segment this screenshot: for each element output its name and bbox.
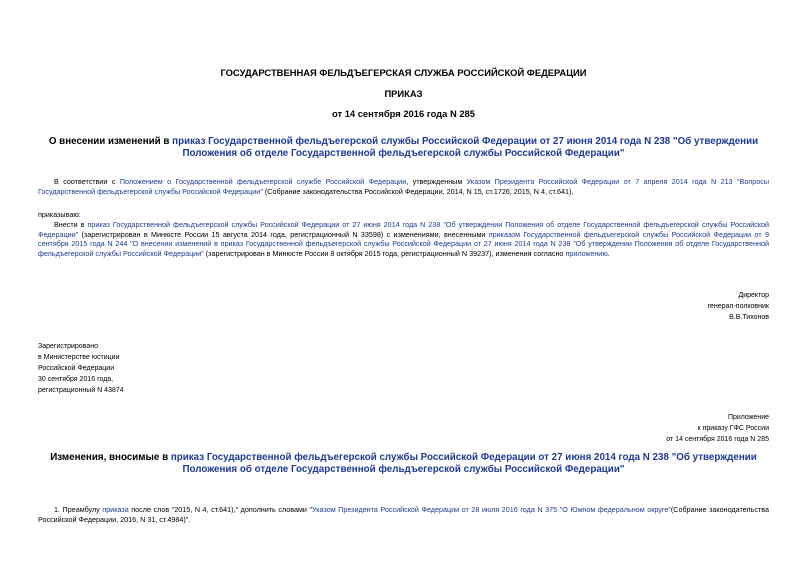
- clause-text: (зарегистрирован в Минюсте России 15 августа 2014 года, регистрационный N 33598) с изменениями, внесенными: [78, 229, 489, 239]
- order-244-link[interactable]: приказом Государственной фельдъегерской службы Российской Федерации от 9 сентября 2015 года N 244 "О внесении изменений в приказ Государственной фельдъегерской службы Российской Федерации от 27 июня 2014 года N 238 "Об утверждении Положения об отделе Государственной фельдъегерской службы Российской Федерации": [38, 229, 769, 258]
- signature-rank: генерал-полковник: [707, 303, 769, 310]
- appendix-line: к приказу ГФС России: [697, 425, 769, 432]
- item-text: 1. Преамбулу: [54, 505, 103, 514]
- changes-title: [40, 452, 767, 476]
- item-text: (Собрание законодательства Российской Федерации, 2016, N 31, ст.4984)".: [38, 505, 769, 524]
- registration-block: [38, 341, 124, 396]
- subject-prefix: О внесении изменений в: [48, 136, 173, 147]
- signature-position: Директор: [738, 292, 769, 299]
- appendix-block: [666, 412, 769, 445]
- document-date-number: от 14 сентября 2016 года N 285: [332, 108, 475, 119]
- document-subject: [40, 136, 767, 160]
- item-1-paragraph: [38, 505, 769, 524]
- signature-block: [708, 290, 769, 323]
- registration-line: Российской Федерации: [38, 365, 115, 372]
- preamble-text: , утвержденным: [406, 177, 467, 186]
- subject-order-link[interactable]: приказ Государственной фельдъегерской службы Российской Федерации от 27 июня 2014 года N 238 "Об утверждении Положения об отделе Государственной фельдъегерской службы Российской Федерации": [172, 136, 759, 159]
- clause-text: .: [607, 248, 610, 258]
- changes-order-link[interactable]: приказ Государственной фельдъегерской службы Российской Федерации от 27 июня 2014 года N 238 "Об утверждении Положения об отделе Государственной фельдъегерской службы Российской Федерации": [170, 452, 757, 475]
- appendix-line: Приложение: [727, 414, 769, 421]
- decree-link[interactable]: Указом Президента Российской Федерации от 7 апреля 2014 года N 213 "Вопросы Государственной фельдъегерской службы Российской Федерации": [38, 177, 769, 196]
- preamble-text: (Собрание законодательства Российской Федерации, 2014, N 15, ст.1726; 2015, N 4, ст.641),: [262, 186, 574, 196]
- clause-text: Внести в: [54, 220, 88, 229]
- regulation-link[interactable]: Положением о Государственной фельдъегерской службе Российской Федерации: [119, 177, 407, 186]
- preamble-text: В соответствии с: [54, 177, 120, 186]
- clause-text: (зарегистрирован в Минюсте России 8 октября 2015 года, регистрационный N 39237), изменения согласно: [203, 248, 566, 258]
- document-type: ПРИКАЗ: [384, 88, 423, 99]
- order-238-link[interactable]: приказ Государственной фельдъегерской службы Российской Федерации от 27 июня 2014 года N 238 "Об утверждении Положения об отделе Государственной фельдъегерской службы Российской Федерации": [38, 220, 769, 239]
- appendix-link[interactable]: приложению: [565, 248, 608, 258]
- registration-line: в Министерстве юстиции: [38, 354, 120, 361]
- agency-title: ГОСУДАРСТВЕННАЯ ФЕЛЬДЪЕГЕРСКАЯ СЛУЖБА РОССИЙСКОЙ ФЕДЕРАЦИИ: [220, 67, 587, 78]
- order-word: приказываю:: [38, 210, 81, 219]
- appendix-line: от 14 сентября 2016 года N 285: [666, 436, 769, 443]
- preamble-order-link[interactable]: приказа: [102, 505, 129, 514]
- signature-name: В.В.Тихонов: [729, 314, 769, 321]
- registration-line: 30 сентября 2016 года,: [38, 376, 114, 383]
- registration-line: Зарегистрировано: [38, 343, 98, 350]
- registration-line: регистрационный N 43874: [38, 387, 124, 394]
- item-text: после слов "2015, N 4, ст.641)," дополнить словами ": [128, 505, 313, 514]
- clause-paragraph: [38, 220, 769, 258]
- decree-375-link[interactable]: Указом Президента Российской Федерации от 28 июля 2016 года N 375 "О Южном федеральном округе": [312, 505, 671, 514]
- changes-prefix: Изменения, вносимые в: [50, 452, 171, 463]
- preamble-paragraph: [38, 177, 769, 196]
